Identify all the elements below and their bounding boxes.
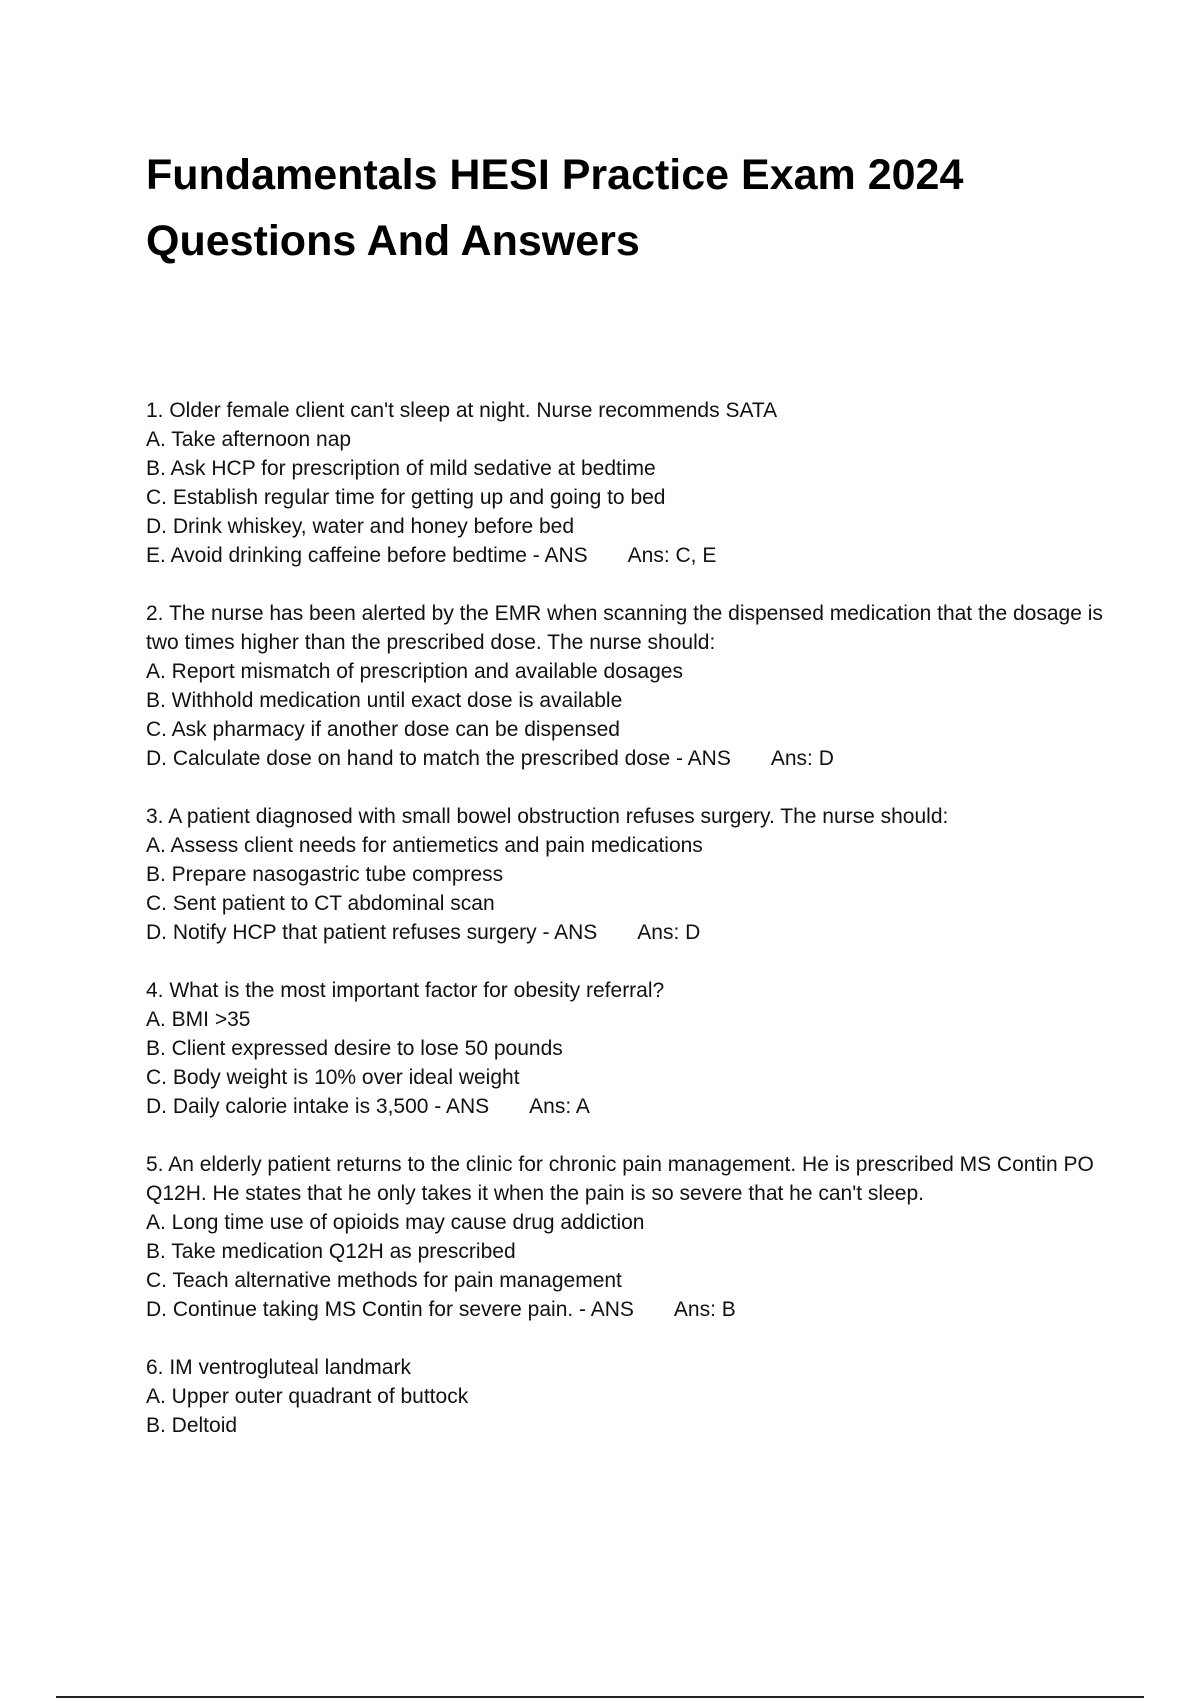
option-d: D. Drink whiskey, water and honey before bed: [146, 515, 574, 538]
option-d: D. Calculate dose on hand to match the prescribed dose - ANS: [146, 747, 731, 770]
option-c: C. Establish regular time for getting up and going to bed: [146, 486, 666, 509]
question-4: [146, 976, 1106, 1121]
option-d-with-answer: [146, 1092, 1106, 1121]
option-d-with-answer: [146, 1295, 1106, 1324]
option-a: A. Long time use of opioids may cause drug addiction: [146, 1211, 645, 1234]
option-b: B. Prepare nasogastric tube compress: [146, 863, 504, 886]
option-a: A. Report mismatch of prescription and available dosages: [146, 660, 683, 683]
answer-key: Ans: B: [673, 1298, 736, 1321]
option-c: C. Ask pharmacy if another dose can be dispensed: [146, 718, 620, 741]
option-d: D. Daily calorie intake is 3,500 - ANS: [146, 1095, 490, 1118]
page-bottom-rule: [56, 1696, 1144, 1698]
option-b: B. Deltoid: [146, 1414, 238, 1437]
question-1: [146, 396, 1106, 570]
option-c: C. Teach alternative methods for pain management: [146, 1269, 622, 1292]
answer-key: Ans: A: [529, 1095, 590, 1118]
question-list: [146, 396, 1106, 1469]
question-6: [146, 1353, 1106, 1440]
option-d-with-answer: [146, 918, 1106, 947]
option-c: C. Body weight is 10% over ideal weight: [146, 1066, 520, 1089]
question-5: [146, 1150, 1106, 1324]
question-stem: 5. An elderly patient returns to the clinic for chronic pain management. He is prescribed MS Contin PO Q12H. He states that he only takes it when the pain is so severe that he can't sleep.: [146, 1153, 1094, 1205]
option-e: E. Avoid drinking caffeine before bedtime - ANS: [146, 544, 588, 567]
answer-key: Ans: C, E: [627, 544, 717, 567]
option-a: A. Upper outer quadrant of buttock: [146, 1385, 469, 1408]
option-d: D. Continue taking MS Contin for severe pain. - ANS: [146, 1298, 634, 1321]
question-stem: 4. What is the most important factor for obesity referral?: [146, 979, 665, 1002]
option-b: B. Withhold medication until exact dose is available: [146, 689, 623, 712]
option-b: B. Take medication Q12H as prescribed: [146, 1240, 516, 1263]
option-a: A. BMI >35: [146, 1008, 251, 1031]
option-b: B. Ask HCP for prescription of mild sedative at bedtime: [146, 457, 656, 480]
option-d-with-answer: [146, 744, 1106, 773]
page-title: [146, 142, 1106, 274]
answer-key: Ans: D: [770, 747, 834, 770]
option-a: A. Take afternoon nap: [146, 428, 352, 451]
title-line-2: Questions And Answers: [146, 217, 640, 265]
option-a: A. Assess client needs for antiemetics and pain medications: [146, 834, 703, 857]
title-line-1: Fundamentals HESI Practice Exam 2024: [146, 151, 964, 199]
option-b: B. Client expressed desire to lose 50 pounds: [146, 1037, 563, 1060]
question-stem: 2. The nurse has been alerted by the EMR when scanning the dispensed medication that the dosage is two times higher than the prescribed dose. The nurse should:: [146, 602, 1103, 654]
answer-key: Ans: D: [637, 921, 701, 944]
question-stem: 3. A patient diagnosed with small bowel obstruction refuses surgery. The nurse should:: [146, 805, 949, 828]
question-3: [146, 802, 1106, 947]
option-e-with-answer: [146, 541, 1106, 570]
question-stem: 1. Older female client can't sleep at night. Nurse recommends SATA: [146, 399, 778, 422]
option-c: C. Sent patient to CT abdominal scan: [146, 892, 495, 915]
question-stem: 6. IM ventrogluteal landmark: [146, 1356, 411, 1379]
question-2: [146, 599, 1106, 773]
option-d: D. Notify HCP that patient refuses surgery - ANS: [146, 921, 598, 944]
